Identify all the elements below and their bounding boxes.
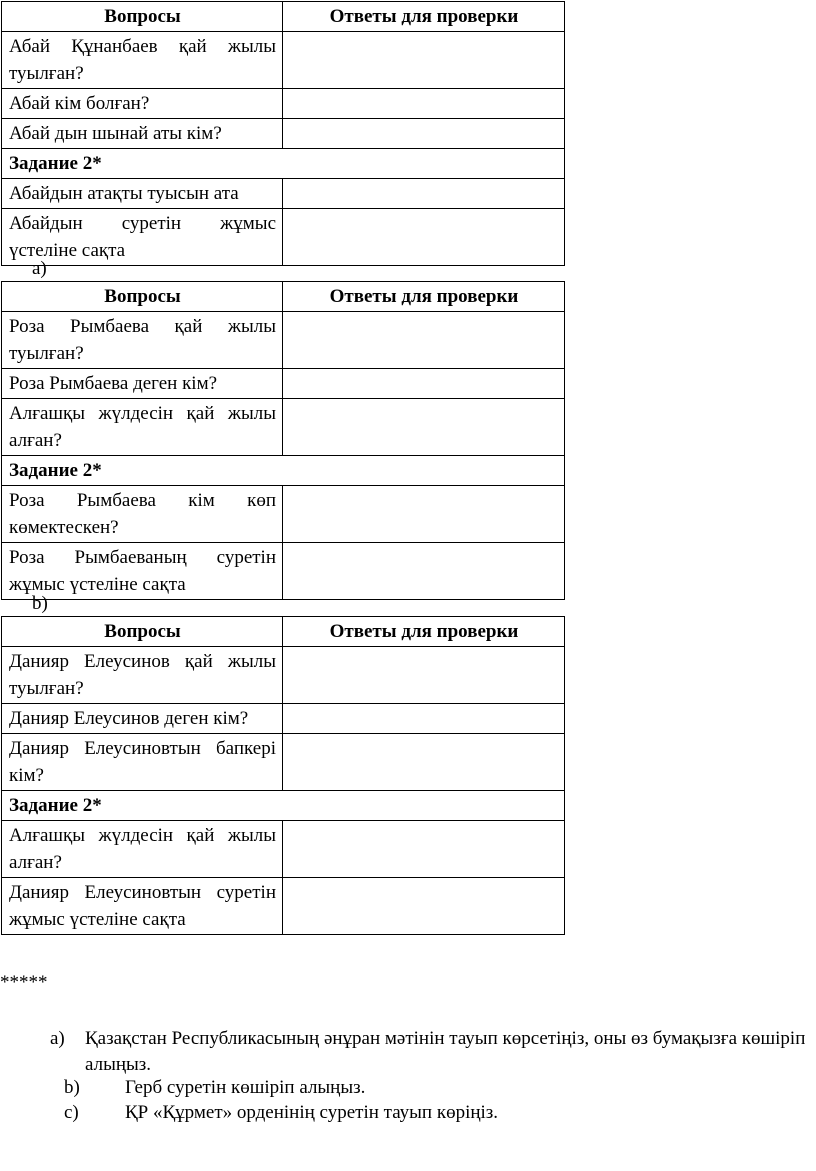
question-cell: Абайдын суретін жұмыс үстеліне сақта: [2, 209, 283, 266]
question-cell: Алғашқы жүлдесін қай жылы алған?: [2, 821, 283, 878]
header-questions: Вопросы: [2, 282, 283, 312]
task-label: Задание 2*: [2, 791, 565, 821]
task-label: Задание 2*: [2, 149, 565, 179]
task-row: [2, 791, 565, 821]
questions-table-1: [1, 1, 565, 266]
table-row: [2, 486, 565, 543]
question-cell: Роза Рымбаева қай жылы туылған?: [2, 312, 283, 369]
header-questions: Вопросы: [2, 2, 283, 32]
answer-cell[interactable]: [283, 312, 565, 369]
answer-cell[interactable]: [283, 89, 565, 119]
table-label-a: a): [32, 258, 47, 279]
table-row: [2, 734, 565, 791]
table-row: [2, 704, 565, 734]
table-row: [2, 543, 565, 600]
table-row: [2, 209, 565, 266]
answer-cell[interactable]: [283, 543, 565, 600]
answer-cell[interactable]: [283, 119, 565, 149]
table-row: [2, 179, 565, 209]
table-label-b: b): [32, 593, 48, 614]
section-separator: *****: [0, 972, 48, 993]
table-row: [2, 312, 565, 369]
question-cell: Роза Рымбаева кім көп көмектескен?: [2, 486, 283, 543]
table-header-row: [2, 282, 565, 312]
question-cell: Данияр Елеусиновтын суретін жұмыс үстеліне сақта: [2, 878, 283, 935]
table-header-row: [2, 2, 565, 32]
header-questions: Вопросы: [2, 617, 283, 647]
instruction-marker: b): [64, 1077, 80, 1098]
answer-cell[interactable]: [283, 32, 565, 89]
header-answers: Ответы для проверки: [283, 617, 565, 647]
task-label: Задание 2*: [2, 456, 565, 486]
question-cell: Роза Рымбаева деген кім?: [2, 369, 283, 399]
answer-cell[interactable]: [283, 369, 565, 399]
questions-table-2: [1, 281, 565, 600]
answer-cell[interactable]: [283, 399, 565, 456]
table-row: [2, 369, 565, 399]
answer-cell[interactable]: [283, 486, 565, 543]
question-cell: Данияр Елеусинов деген кім?: [2, 704, 283, 734]
answer-cell[interactable]: [283, 209, 565, 266]
question-cell: Данияр Елеусинов қай жылы туылған?: [2, 647, 283, 704]
question-cell: Роза Рымбаеваның суретін жұмыс үстеліне сақта: [2, 543, 283, 600]
questions-table-3: [1, 616, 565, 935]
answer-cell[interactable]: [283, 821, 565, 878]
question-cell: Абай дын шынай аты кім?: [2, 119, 283, 149]
answer-cell[interactable]: [283, 704, 565, 734]
table-header-row: [2, 617, 565, 647]
answer-cell[interactable]: [283, 878, 565, 935]
instruction-marker: a): [50, 1028, 65, 1049]
question-cell: Данияр Елеусиновтын бапкері кім?: [2, 734, 283, 791]
table-row: [2, 821, 565, 878]
instruction-text: Герб суретін көшіріп алыңыз.: [125, 1077, 366, 1098]
answer-cell[interactable]: [283, 647, 565, 704]
instruction-item: [50, 1026, 810, 1078]
task-row: [2, 149, 565, 179]
table-row: [2, 119, 565, 149]
table-row: [2, 89, 565, 119]
question-cell: Алғашқы жүлдесін қай жылы алған?: [2, 399, 283, 456]
table-row: [2, 399, 565, 456]
instruction-marker: c): [64, 1102, 79, 1123]
instruction-text: Қазақстан Республикасының әнұран мәтінін тауып көрсетіңіз, оны өз бумақызға көшіріп алыңыз.: [85, 1028, 806, 1075]
instruction-item: [64, 1100, 804, 1126]
table-row: [2, 878, 565, 935]
answer-cell[interactable]: [283, 734, 565, 791]
header-answers: Ответы для проверки: [283, 282, 565, 312]
question-cell: Абай кім болған?: [2, 89, 283, 119]
table-row: [2, 647, 565, 704]
header-answers: Ответы для проверки: [283, 2, 565, 32]
instruction-text: ҚР «Құрмет» орденінің суретін тауып көріңіз.: [125, 1102, 499, 1123]
instruction-item: [64, 1075, 804, 1101]
task-row: [2, 456, 565, 486]
question-cell: Абай Құнанбаев қай жылы туылған?: [2, 32, 283, 89]
table-row: [2, 32, 565, 89]
answer-cell[interactable]: [283, 179, 565, 209]
question-cell: Абайдын атақты туысын ата: [2, 179, 283, 209]
